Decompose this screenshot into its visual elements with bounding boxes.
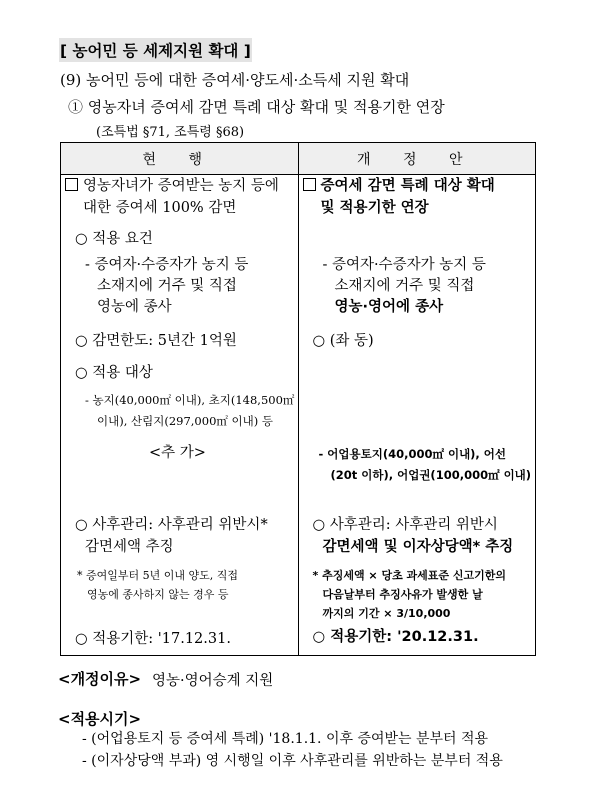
current-req-1: - 증여자·수증자가 농지 등: [85, 257, 249, 273]
apply-item-2: - (이자상당액 부과) 영 시행일 이후 사후관리를 위반하는 분부터 적용: [82, 753, 503, 769]
header-current: 현 행: [61, 143, 299, 175]
current-target-1: - 농지(40,000㎡ 이내), 초지(148,500㎡: [85, 393, 295, 407]
revised-add-1: - 어업용토지(40,000㎡ 이내), 어선: [318, 447, 507, 461]
header-revised: 개 정 안: [298, 143, 536, 175]
current-note-1: * 증여일부터 5년 이내 양도, 직접: [77, 569, 238, 582]
reason-label: <개정이유>: [58, 670, 142, 688]
current-note-2: 영농에 종사하지 않는 경우 등: [87, 588, 229, 601]
checkbox-square-icon: [303, 178, 316, 191]
revised-req-2: 소재지에 거주 및 직접: [334, 278, 475, 294]
current-item1-cont: 대한 증여세 100% 감면: [83, 200, 237, 216]
current-req-2: 소재지에 거주 및 직접: [97, 278, 237, 294]
revised-post-1: ○ 사후관리: 사후관리 위반시: [312, 517, 498, 533]
current-req-title: ○ 적용 요건: [75, 231, 153, 247]
heading: (9) 농어민 등에 대한 증여세·양도세·소득세 지원 확대: [60, 71, 410, 89]
revised-item1-cont: 및 적용기한 연장: [320, 200, 429, 216]
apply-item-1: - (어업용토지 등 증여세 특례) '18.1.1. 이후 증여받는 분부터 적용: [82, 731, 489, 747]
current-post-1: ○ 사후관리: 사후관리 위반시*: [75, 517, 268, 533]
current-target-title: ○ 적용 대상: [75, 365, 153, 381]
revised-column: [298, 175, 536, 656]
apply-label: <적용시기>: [58, 710, 142, 728]
current-req-3: 영농에 종사: [97, 299, 172, 315]
current-deadline: ○ 적용기한: '17.12.31.: [75, 631, 231, 647]
checkbox-square-icon: [65, 178, 78, 191]
law-reference: (조특법 §71, 조특령 §68): [96, 125, 245, 140]
revised-note-3: 까지의 기간 × 3/10,000: [322, 607, 451, 620]
revised-limit: ○ (좌 동): [312, 333, 374, 349]
revised-note-1: * 추징세액 × 당초 과세표준 신고기한의: [312, 569, 507, 582]
current-limit: ○ 감면한도: 5년간 1억원: [75, 333, 237, 349]
comparison-table: [60, 142, 536, 656]
section-title: [ 농어민 등 세제지원 확대 ]: [59, 38, 252, 62]
revised-post-2: 감면세액 및 이자상당액* 추징: [322, 539, 514, 555]
current-column: [61, 175, 299, 656]
subheading: ① 영농자녀 증여세 감면 특례 대상 확대 및 적용기한 연장: [68, 98, 445, 116]
current-target-2: 이내), 산림지(297,000㎡ 이내) 등: [97, 414, 274, 428]
revised-deadline: ○ 적용기한: '20.12.31.: [312, 629, 479, 645]
current-item1: 영농자녀가 증여받는 농지 등에: [65, 176, 279, 196]
current-post-2: 감면세액 추징: [85, 539, 174, 555]
revised-req-1: - 증여자·수증자가 농지 등: [322, 257, 486, 273]
reason-text: 영농·영어승계 지원: [152, 673, 274, 689]
current-add: <추 가>: [149, 445, 206, 461]
revised-add-2: (20t 이하), 어업권(100,000㎡ 이내): [330, 468, 532, 482]
revised-item1: 증여세 감면 특례 대상 확대: [303, 176, 495, 196]
revised-note-2: 다음날부터 추징사유가 발생한 날: [322, 588, 483, 601]
revised-req-3: 영농·영어에 종사: [334, 299, 444, 315]
